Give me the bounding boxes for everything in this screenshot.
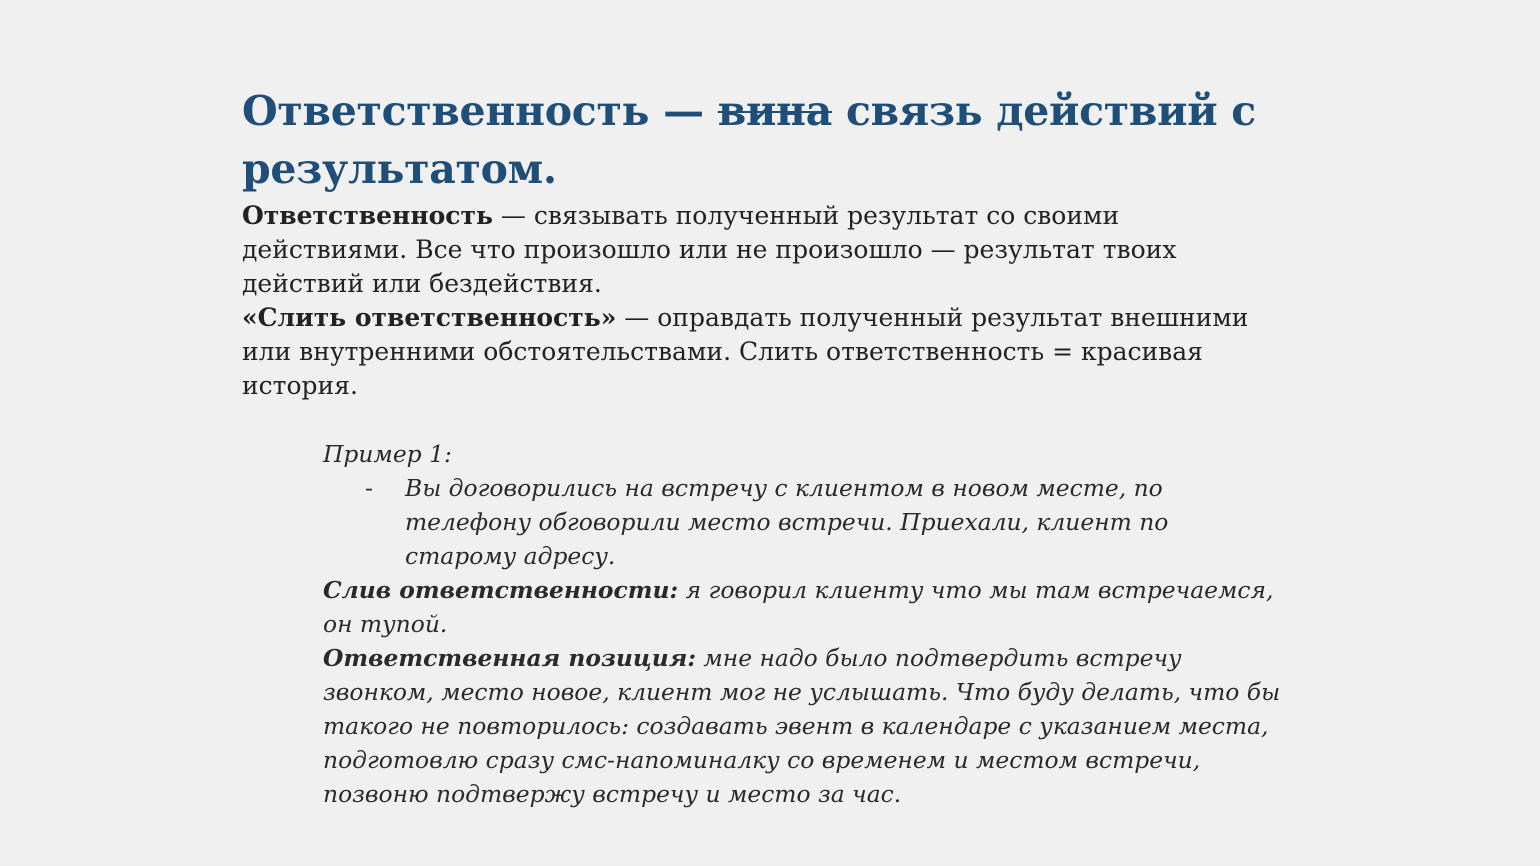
responsible-label: Ответственная позиция: — [323, 644, 696, 672]
example-bullet — [323, 471, 1283, 573]
definition-drain-responsibility — [242, 301, 1282, 403]
slide-title — [242, 82, 1302, 198]
title-struck-word: вина — [717, 87, 833, 135]
definition-term: Ответственность — [242, 201, 493, 230]
example-block — [323, 437, 1283, 811]
blame-label: Слив ответственности: — [323, 576, 679, 604]
title-part-1: Ответственность — — [242, 87, 718, 135]
responsible-paragraph — [323, 641, 1283, 811]
bullet-text: Вы договорились на встречу с клиентом в новом месте, по телефону обговорили место встречи. Приехали, клиент по старому адресу. — [405, 474, 1169, 570]
definition-term: «Слить ответственность» — [242, 303, 617, 332]
blame-text: я говорил клиенту что мы там встречаемся, он тупой. — [323, 576, 1274, 638]
definition-responsibility — [242, 199, 1282, 301]
bullet-marker: - — [365, 474, 373, 502]
blame-paragraph — [323, 573, 1283, 641]
definitions-block — [242, 199, 1282, 403]
example-heading: Пример 1: — [323, 440, 452, 468]
definition-text: — оправдать полученный результат внешними или внутренними обстоятельствами. Слить ответственность = красивая история. — [242, 303, 1249, 400]
title-part-2: связь действий с результатом. — [242, 87, 1256, 193]
definition-text: — связывать полученный результат со своими действиями. Все что произошло или не произошло — результат твоих действий или бездействия. — [242, 201, 1177, 298]
responsible-text: мне надо было подтвердить встречу звонком, место новое, клиент мог не услышать. Что буду делать, что бы такого не повторилось: создавать эвент в календаре с указанием места, подготовлю сразу смс-напоминалку со временем и местом встречи, позвоню подтвержу встречу и место за час. — [323, 644, 1281, 808]
